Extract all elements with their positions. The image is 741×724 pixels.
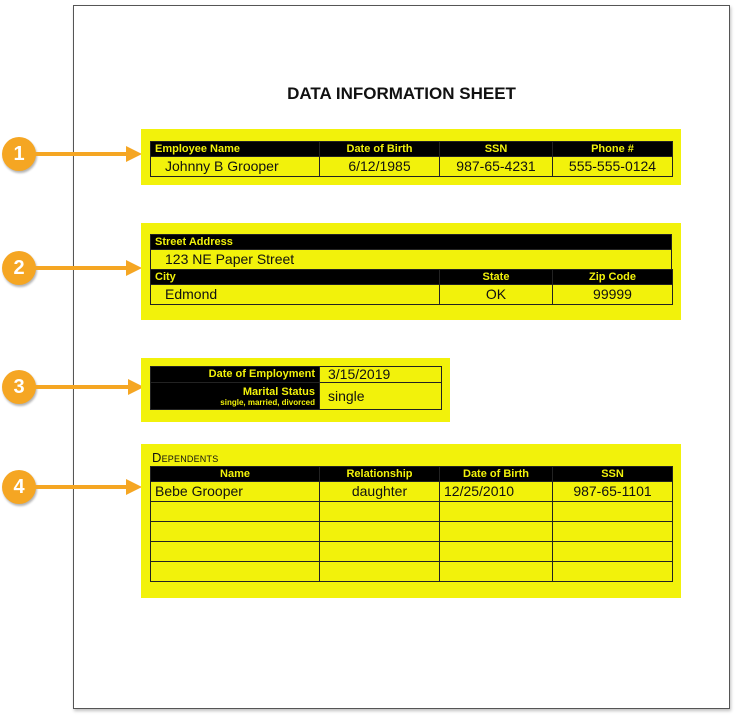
dependent-name-field[interactable] — [151, 562, 320, 582]
state-field[interactable]: OK — [440, 285, 553, 305]
dependent-dob-field[interactable]: 12/25/2010 — [440, 482, 553, 502]
zip-code-header: Zip Code — [553, 270, 673, 285]
callout-badge-4: 4 — [2, 470, 36, 504]
street-table — [150, 234, 672, 270]
date-of-employment-label: Date of Employment — [151, 367, 320, 383]
page-title: DATA INFORMATION SHEET — [287, 84, 516, 103]
street-address-header: Street Address — [151, 235, 672, 250]
address-section — [141, 223, 681, 320]
dob-field[interactable]: 6/12/1985 — [320, 157, 440, 177]
state-header: State — [440, 270, 553, 285]
dependent-dob-field[interactable] — [440, 562, 553, 582]
dependents-section — [141, 444, 681, 598]
dependent-name-field[interactable] — [151, 542, 320, 562]
arrow-right-icon — [34, 137, 144, 171]
dependent-dob-field[interactable] — [440, 522, 553, 542]
dob-header: Date of Birth — [320, 142, 440, 157]
phone-header: Phone # — [553, 142, 673, 157]
relationship-field[interactable] — [320, 522, 440, 542]
dependents-title — [152, 450, 672, 465]
employment-section — [141, 358, 450, 422]
callout-4 — [0, 470, 150, 510]
marital-status-label-cell — [151, 383, 320, 410]
callout-2 — [0, 251, 150, 291]
table-row — [151, 482, 673, 502]
marital-status-hint: single, married, divorced — [220, 397, 315, 407]
arrow-right-icon — [34, 370, 146, 404]
ssn-header: SSN — [440, 142, 553, 157]
employee-table — [150, 141, 673, 177]
table-row — [151, 522, 673, 542]
callout-badge-2: 2 — [2, 251, 36, 285]
ssn-field[interactable]: 987-65-4231 — [440, 157, 553, 177]
dependent-name-field[interactable] — [151, 522, 320, 542]
street-address-field[interactable]: 123 NE Paper Street — [151, 250, 672, 270]
relationship-field[interactable] — [320, 502, 440, 522]
dependent-ssn-field[interactable] — [553, 562, 673, 582]
callout-1 — [0, 137, 150, 177]
dependent-ssn-field[interactable]: 987-65-1101 — [553, 482, 673, 502]
marital-status-field[interactable]: single — [320, 383, 442, 410]
employment-table — [150, 366, 442, 410]
dependent-ssn-field[interactable] — [553, 502, 673, 522]
relationship-field[interactable] — [320, 562, 440, 582]
dependents-table — [150, 466, 673, 582]
marital-status-label: Marital Status — [242, 385, 315, 398]
city-header: City — [151, 270, 440, 285]
relationship-field[interactable]: daughter — [320, 482, 440, 502]
phone-field[interactable]: 555-555-0124 — [553, 157, 673, 177]
date-of-employment-field[interactable]: 3/15/2019 — [320, 367, 442, 383]
dependent-ssn-field[interactable] — [553, 542, 673, 562]
dependent-ssn-header: SSN — [553, 467, 673, 482]
dependents-title-text: Dependents — [152, 450, 219, 465]
table-row — [151, 562, 673, 582]
dependent-dob-field[interactable] — [440, 502, 553, 522]
dependent-ssn-field[interactable] — [553, 522, 673, 542]
callout-badge-3: 3 — [2, 370, 36, 404]
employee-section — [141, 129, 681, 185]
dependent-dob-header: Date of Birth — [440, 467, 553, 482]
dependent-dob-field[interactable] — [440, 542, 553, 562]
callout-3 — [0, 370, 150, 410]
dependent-name-field[interactable] — [151, 502, 320, 522]
relationship-header: Relationship — [320, 467, 440, 482]
relationship-field[interactable] — [320, 542, 440, 562]
employee-name-field[interactable]: Johnny B Grooper — [151, 157, 320, 177]
table-row — [151, 542, 673, 562]
city-table — [150, 269, 673, 305]
employee-name-header: Employee Name — [151, 142, 320, 157]
zip-code-field[interactable]: 99999 — [553, 285, 673, 305]
arrow-right-icon — [34, 251, 144, 285]
callout-badge-1: 1 — [2, 137, 36, 171]
city-field[interactable]: Edmond — [151, 285, 440, 305]
dependent-name-header: Name — [151, 467, 320, 482]
dependent-name-field[interactable]: Bebe Grooper — [151, 482, 320, 502]
document-page — [73, 5, 730, 709]
table-row — [151, 502, 673, 522]
arrow-right-icon — [34, 470, 144, 504]
